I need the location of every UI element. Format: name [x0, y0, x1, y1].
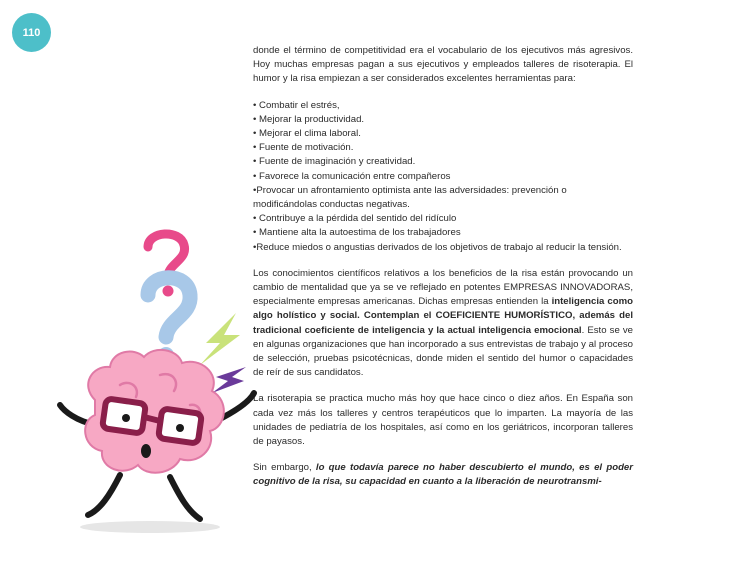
list-item: • Favorece la comunicación entre compañeros	[253, 170, 451, 182]
list-item: • Contribuye a la pérdida del sentido del ridículo	[253, 213, 457, 225]
science-paragraph	[253, 267, 633, 381]
page-number-badge	[12, 13, 51, 52]
risoterapia-paragraph: La risoterapia se practica mucho más hoy que hace cinco o diez años. En España son cada vez más los talleres y centros terapéuticos que lo imparten. La mayoría de las unidades de pediatría de los hospitales, así como en los geriátricos, incorporan talleres de payasos.	[253, 393, 633, 448]
list-item: • Combatir el estrés,	[253, 99, 340, 111]
legs	[88, 475, 200, 519]
science-text-1: Los conocimientos científicos relativos a los beneficios de la risa están provocando un cambio de mentalidad que ya se ve reflejado en potentes EMPRESAS INNOVADORAS, especialmente empresas americanas. Dichas empresas entienden la	[253, 267, 633, 308]
list-item: • Mantiene alta la autoestima de los trabajadores	[253, 227, 461, 239]
science-text-2: . Esto se ve en algunas organizaciones que han incorporado a sus entrevistas de trabajo y al proceso de selección, pruebas psicotécnicas, donde miden el sentido del humor o capacidades de reír de sus candidatos.	[253, 324, 633, 379]
benefits-list	[253, 99, 633, 255]
purple-lightning-icon	[212, 367, 246, 393]
mouth	[141, 444, 151, 458]
list-item: •Provocar un afrontamiento optimista ante las adversidades: prevención o modificándolas conductas negativas.	[253, 184, 567, 211]
list-item: • Mejorar el clima laboral.	[253, 128, 361, 140]
conclusion-text: Sin embargo,	[253, 462, 316, 474]
list-item: • Fuente de motivación.	[253, 142, 354, 154]
list-item: • Fuente de imaginación y creatividad.	[253, 156, 416, 168]
conclusion-emphasis: lo que todavía parece no haber descubierto el mundo, es el poder cognitivo de la risa, su capacidad en cuanto a la liberación de neurotransmi-	[253, 462, 633, 488]
brain-character-illustration	[40, 225, 260, 545]
list-item: •Reduce miedos o angustias derivados de los objetivos de trabajo al reducir la tensión.	[253, 241, 622, 253]
ground-shadow	[80, 521, 220, 533]
list-item: • Mejorar la productividad.	[253, 113, 365, 125]
body-text	[253, 44, 633, 502]
science-bold-text: inteligencia como algo holístico y social. Contemplan el COEFICIENTE HUMORÍSTICO, además del tradicional coeficiente de inteligencia y la actual inteligencia emocional	[253, 296, 633, 336]
green-lightning-icon	[200, 313, 240, 365]
intro-paragraph: donde el término de competitividad era el vocabulario de los ejecutivos más agresivos. Hoy muchas empresas pagan a sus ejecutivos y empleados talleres de risoterapia. El humor y la risa empiezan a ser considerados excelentes herramientas para:	[253, 45, 633, 85]
page-number: 110	[22, 26, 41, 39]
conclusion-paragraph	[253, 461, 633, 489]
